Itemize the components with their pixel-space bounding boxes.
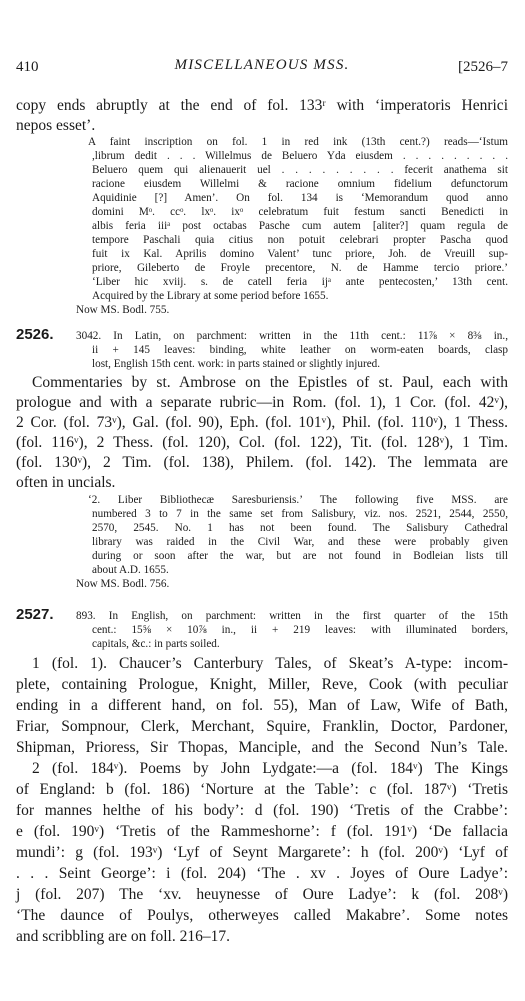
entry-number: 2526. bbox=[16, 326, 54, 343]
text-line: ending in a different hand, on fol. 55), Man of Law, Wife of Bath, bbox=[16, 697, 508, 714]
text-line: 2 Cor. (fol. 73ᵛ), Gal. (fol. 90), Eph. (fol. 101ᵛ), Phil. (fol. 110ᵛ), 1 Thess. bbox=[16, 414, 508, 431]
entry-number: 2527. bbox=[16, 606, 54, 623]
note-line: Beluero quem qui alienauerit uel . . . . . . . . . fecerit anathema sit bbox=[92, 164, 508, 176]
note-line: fuit ix Kal. Aprilis domino Valent’ tunc priore, Joh. de Vreuill sup- bbox=[92, 248, 508, 260]
note-line: library was raided in the Civil War, and these were probably given bbox=[92, 536, 508, 548]
note-line: 2570, 2545. No. 1 has not been found. The Salisbury Cathedral bbox=[92, 522, 508, 534]
text-line: mundi’: g (fol. 193ᵛ) ‘Lyf of Seynt Margarete’: h (fol. 200ᵛ) ‘Lyf of bbox=[16, 844, 508, 861]
text-line: e (fol. 190ᵛ) ‘Tretis of the Rammeshorne’: f (fol. 191ᵛ) ‘De fallacia bbox=[16, 823, 508, 840]
text-line: j (fol. 207) The ‘xv. heuynesse of Oure Ladye’: k (fol. 208ᵛ) bbox=[16, 886, 508, 903]
description-line: ii + 145 leaves: binding, white leather on worm-eaten boards, clasp bbox=[92, 344, 508, 356]
note-line: albis feria iiiᵃ post octabas Pasche cum autem [aliter?] quam regula de bbox=[92, 220, 508, 232]
text-line: ‘The daunce of Poulys, otherweyes called Makabre’. Some notes bbox=[16, 907, 508, 924]
text-line: prologue and with a separate rubric—in Rom. (fol. 1), 1 Cor. (fol. 42ᵛ), bbox=[16, 394, 508, 411]
text-line: 1 (fol. 1). Chaucer’s Canterbury Tales, of Skeat’s A-type: incom- bbox=[32, 655, 508, 672]
shelfmark: Now MS. Bodl. 755. bbox=[76, 304, 170, 316]
text-line: Shipman, Prioress, Sir Thopas, Manciple, and the Second Nun’s Tale. bbox=[16, 739, 508, 756]
page-header bbox=[16, 57, 508, 79]
note-line: about A.D. 1655. bbox=[92, 564, 169, 576]
text-line: of England: b (fol. 186) ‘Norture at the Table’: c (fol. 187ᵛ) ‘Tretis bbox=[16, 781, 508, 798]
text-line: for mannes helthe of his body’: d (fol. 190) ‘Tretis of the Crabbe’: bbox=[16, 802, 508, 819]
note-line: numbered 3 to 7 in the same set from Salisbury, viz. nos. 2521, 2544, 2550, bbox=[92, 508, 508, 520]
note-line: racione eiusdem Willelmi & racione omnium fidelium defunctorum bbox=[92, 178, 508, 190]
text-line: 2 (fol. 184ᵛ). Poems by John Lydgate:—a (fol. 184ᵛ) The Kings bbox=[32, 760, 508, 777]
text-line: Friar, Sompnour, Clerk, Merchant, Squire, Franklin, Doctor, Pardoner, bbox=[16, 718, 508, 735]
description-line: capitals, &c.: in parts soiled. bbox=[92, 638, 220, 650]
note-line: ‘2. Liber Bibliothecæ Saresburiensis.’ The following five MSS. are bbox=[88, 494, 508, 506]
description-line: 3042. In Latin, on parchment: written in the 11th cent.: 11⅞ × 8⅜ in., bbox=[76, 330, 508, 342]
text-line: Commentaries by st. Ambrose on the Epistles of st. Paul, each with bbox=[32, 374, 508, 391]
text-line: (fol. 116ᵛ), 2 Thess. (fol. 120), Col. (fol. 122), Tit. (fol. 128ᵛ), 1 Tim. bbox=[16, 434, 508, 451]
text-line: plete, containing Prologue, Knight, Miller, Reve, Cook (with peculiar bbox=[16, 676, 508, 693]
description-line: lost, English 15th cent. work: in parts stained or slightly injured. bbox=[92, 358, 381, 370]
text-line: often in uncials. bbox=[16, 474, 116, 491]
text-line: nepos esset’. bbox=[16, 117, 96, 134]
text-line: and scribbling are on foll. 216–17. bbox=[16, 928, 230, 945]
page-number: 410 bbox=[16, 59, 39, 75]
note-line: domini Mᵒ. ccᵒ. lxᵒ. ixᵒ celebratum fuit festum sancti Benedicti in bbox=[92, 206, 508, 218]
note-line: during or soon after the war, but are not found in Bodleian lists till bbox=[92, 550, 508, 562]
note-line: Aquidinie [?] Amen’. On fol. 134 is ‘Memorandum quod anno bbox=[92, 192, 508, 204]
text-line: (fol. 130ᵛ), 2 Tim. (fol. 138), Philem. (fol. 142). The lemmata are bbox=[16, 454, 508, 471]
running-title: MISCELLANEOUS MSS. bbox=[174, 57, 350, 73]
text-line: . . . Seint George’: i (fol. 204) ‘The . xv . Joyes of Oure Ladye’: bbox=[16, 865, 508, 882]
note-line: ,librum dedit . . . Willelmus de Beluero Yda eiusdem . . . . . . . . . bbox=[92, 150, 508, 162]
note-line: Acquired by the Library at some period before 1655. bbox=[92, 290, 329, 302]
text-line: copy ends abruptly at the end of fol. 133ʳ with ‘imperatoris Henrici bbox=[16, 97, 508, 114]
note-line: A faint inscription on fol. 1 in red ink (13th cent.?) reads—‘Istum bbox=[88, 136, 508, 148]
description-line: cent.: 15⅝ × 10⅞ in., ii + 219 leaves: with illuminated borders, bbox=[92, 624, 508, 636]
note-line: tempore Paschali quia citius non potuit celebrari propter Pascha quod bbox=[92, 234, 508, 246]
description-line: 893. In English, on parchment: written in the first quarter of the 15th bbox=[76, 610, 508, 622]
shelfmark: Now MS. Bodl. 756. bbox=[76, 578, 170, 590]
entry-range: [2526–7 bbox=[458, 59, 508, 75]
note-line: priore, Gileberto de Froyle precentore, N. de Hamme tercio priore.’ bbox=[92, 262, 508, 274]
note-line: ‘Liber hic xviij. s. de catell feria ijᵃ ante pentecosten,’ 13th cent. bbox=[92, 276, 508, 288]
